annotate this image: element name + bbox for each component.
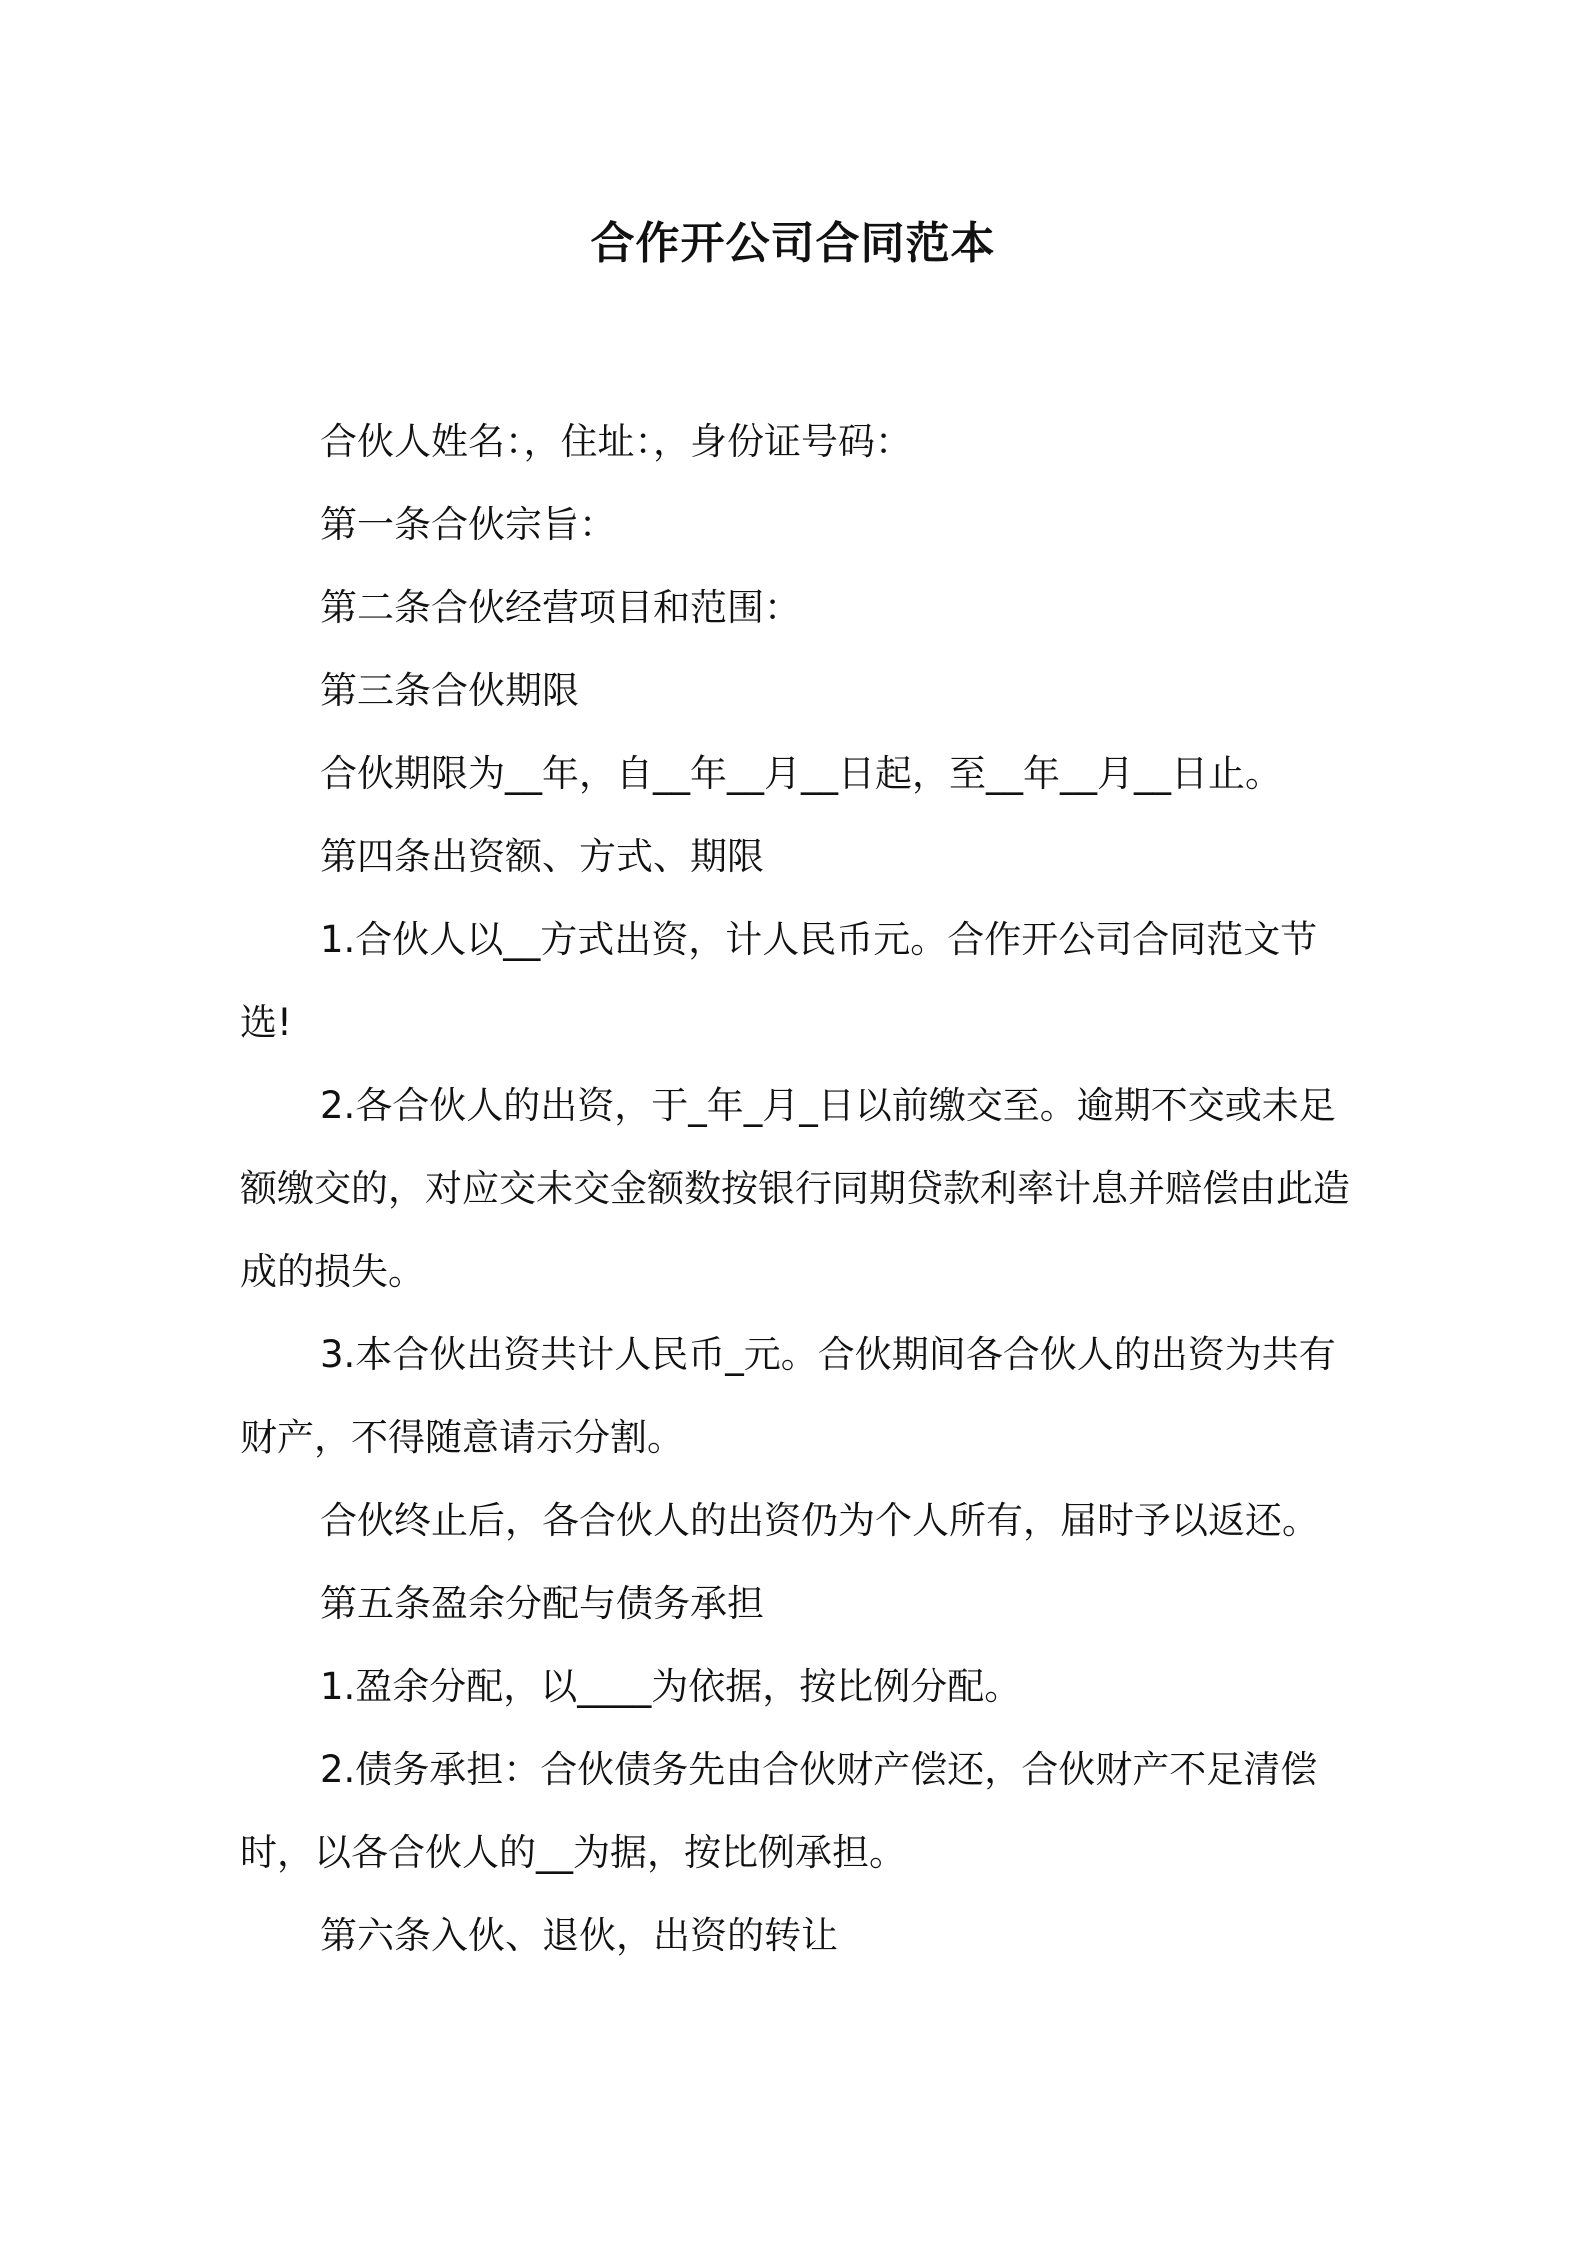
document-title: 合作开公司合同范本	[590, 218, 996, 269]
paragraph-article-2: 第二条合伙经营项目和范围：	[320, 586, 801, 629]
paragraph-termination: 合伙终止后，各合伙人的出资仍为个人所有，届时予以返还。	[320, 1499, 1319, 1542]
document-body	[240, 400, 1350, 1977]
paragraph-article-3: 第三条合伙期限	[320, 669, 579, 712]
paragraph-contribution-1: 1.合伙人以__方式出资，计人民币元。合作开公司合同范文节选!	[240, 918, 1318, 1044]
paragraph-term: 合伙期限为__年，自__年__月__日起，至__年__月__日止。	[320, 752, 1282, 795]
paragraph-debt-2: 2.债务承担：合伙债务先由合伙财产偿还，合伙财产不足清偿时，以各合伙人的__为据，按比例承担。	[240, 1748, 1318, 1874]
paragraph-article-1: 第一条合伙宗旨：	[320, 503, 616, 546]
paragraph-contribution-3: 3.本合伙出资共计人民币_元。合伙期间各合伙人的出资为共有财产，不得随意请示分割。	[240, 1333, 1336, 1459]
paragraph-partner-info: 合伙人姓名：，住址：，身份证号码：	[320, 420, 912, 463]
paragraph-article-5: 第五条盈余分配与债务承担	[320, 1582, 764, 1625]
paragraph-article-4: 第四条出资额、方式、期限	[320, 835, 764, 878]
paragraph-profit-1: 1.盈余分配，以____为依据，按比例分配。	[320, 1665, 1022, 1708]
paragraph-article-6: 第六条入伙、退伙，出资的转让	[320, 1914, 838, 1957]
paragraph-contribution-2: 2.各合伙人的出资，于_年_月_日以前缴交至。逾期不交或未足额缴交的，对应交未交金额数按银行同期贷款利率计息并赔偿由此造成的损失。	[240, 1084, 1350, 1293]
